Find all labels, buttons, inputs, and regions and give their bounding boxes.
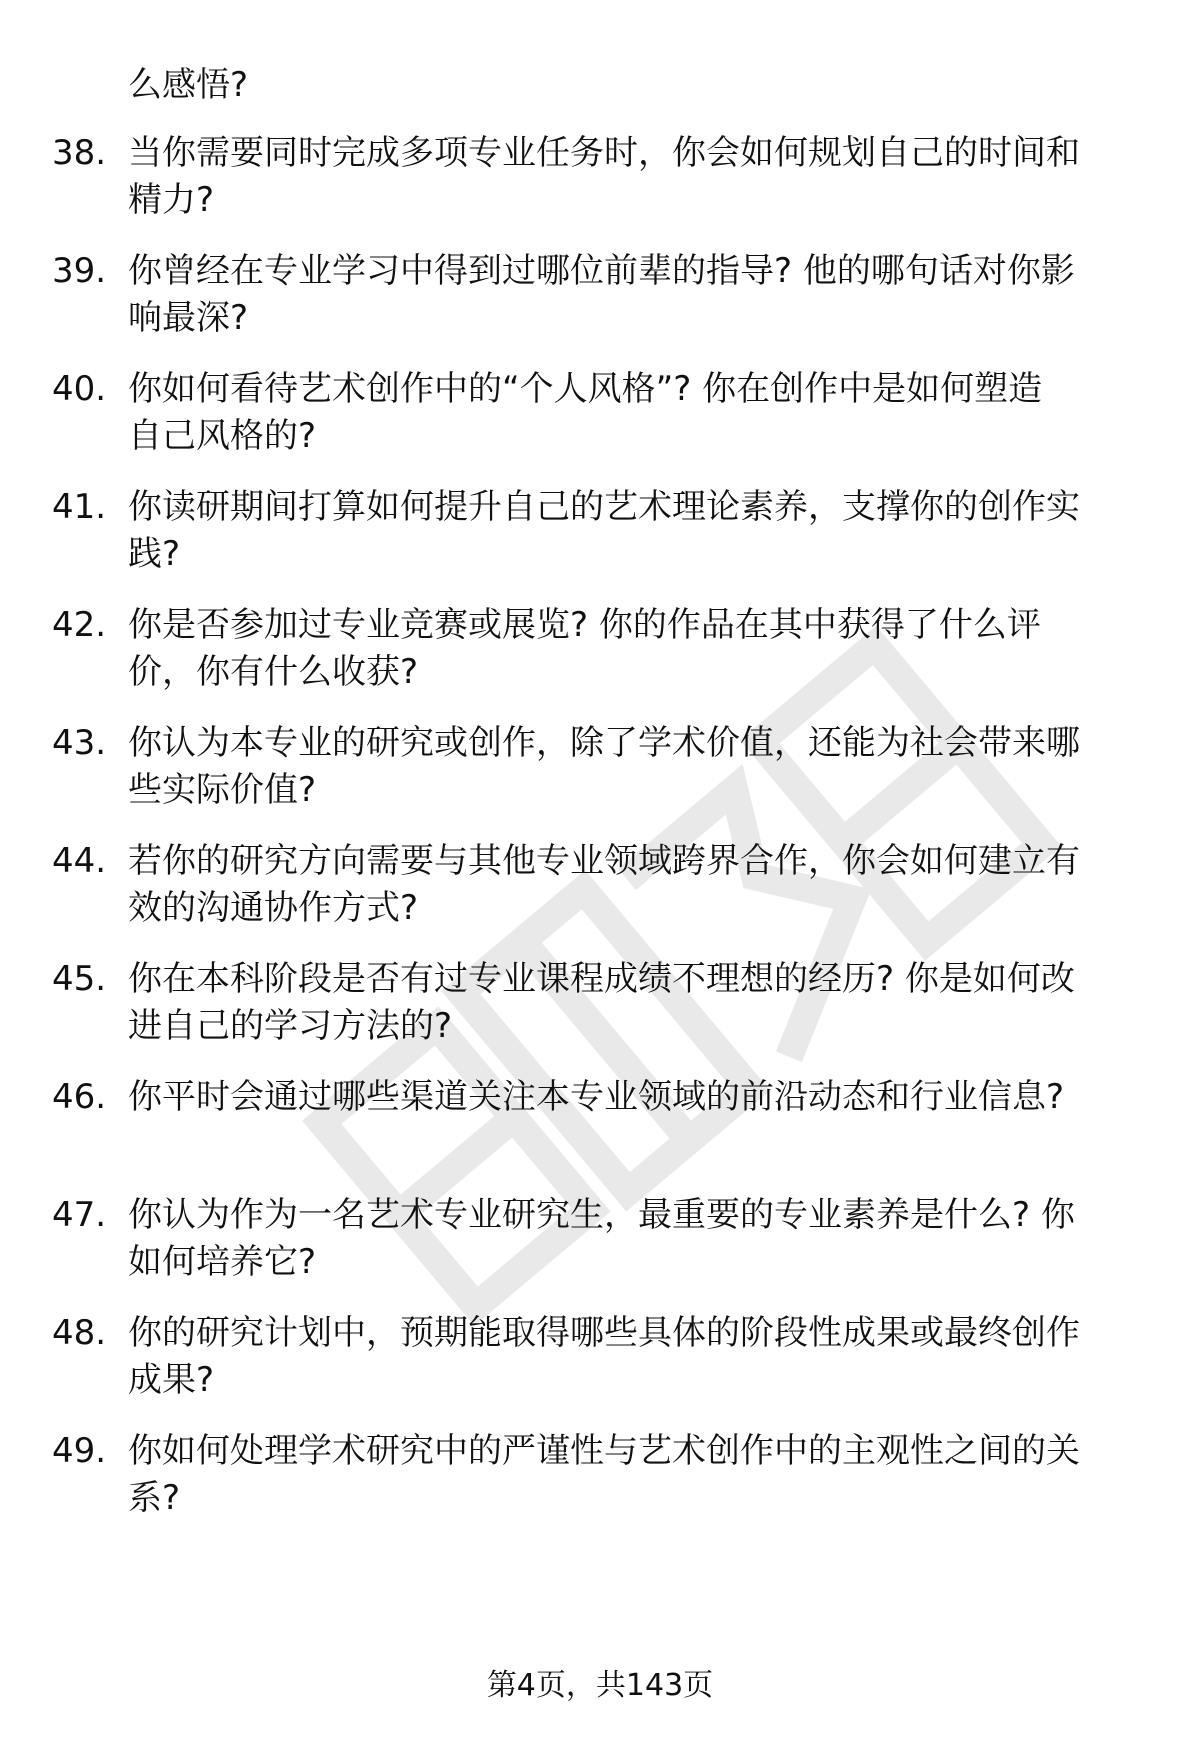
question-text-line: 你如何看待艺术创作中的“个人风格”? 你在创作中是如何塑造: [128, 369, 1043, 409]
question-text-line: 你的研究计划中，预期能取得哪些具体的阶段性成果或最终创作: [128, 1313, 1080, 1353]
question-text-line: 系?: [128, 1478, 181, 1518]
question-text-line: 些实际价值?: [128, 770, 317, 810]
question-text-line: 响最深?: [128, 298, 249, 338]
question-number: 46.: [52, 1077, 107, 1117]
question-text-line: 你曾经在专业学习中得到过哪位前辈的指导? 他的哪句话对你影: [128, 251, 1075, 291]
question-text-line: 你如何处理学术研究中的严谨性与艺术创作中的主观性之间的关: [128, 1431, 1080, 1471]
question-text-line: 当你需要同时完成多项专业任务时，你会如何规划自己的时间和: [128, 133, 1080, 173]
question-text-line: 效的沟通协作方式?: [128, 888, 419, 928]
continuation-text: 么感悟?: [128, 65, 249, 105]
question-text-line: 践?: [128, 534, 181, 574]
question-number: 48.: [52, 1313, 107, 1353]
question-text-line: 如何培养它?: [128, 1242, 317, 1282]
question-text-line: 成果?: [128, 1360, 215, 1400]
question-text-line: 你在本科阶段是否有过专业课程成绩不理想的经历? 你是如何改: [128, 959, 1075, 999]
question-number: 39.: [52, 251, 107, 291]
question-text-line: 进自己的学习方法的?: [128, 1006, 453, 1046]
question-text-line: 若你的研究方向需要与其他专业领域跨界合作，你会如何建立有: [128, 841, 1080, 881]
question-number: 40.: [52, 369, 107, 409]
question-text-line: 自己风格的?: [128, 416, 317, 456]
question-number: 49.: [52, 1431, 107, 1471]
question-text-line: 你读研期间打算如何提升自己的艺术理论素养，支撑你的创作实: [128, 487, 1080, 527]
question-number: 38.: [52, 133, 107, 173]
question-text-line: 价，你有什么收获?: [128, 652, 419, 692]
question-text-line: 你认为作为一名艺术专业研究生，最重要的专业素养是什么? 你: [128, 1195, 1075, 1235]
question-number: 44.: [52, 841, 107, 881]
question-number: 45.: [52, 959, 107, 999]
question-number: 41.: [52, 487, 107, 527]
question-number: 42.: [52, 605, 107, 645]
question-number: 43.: [52, 723, 107, 763]
question-text-line: 精力?: [128, 180, 215, 220]
question-number: 47.: [52, 1195, 107, 1235]
question-text-line: 你是否参加过专业竞赛或展览? 你的作品在其中获得了什么评: [128, 605, 1041, 645]
question-text-line: 你平时会通过哪些渠道关注本专业领域的前沿动态和行业信息?: [128, 1077, 1065, 1117]
question-text-line: 你认为本专业的研究或创作，除了学术价值，还能为社会带来哪: [128, 723, 1080, 763]
page-footer: 第4页，共143页: [486, 1668, 714, 1703]
